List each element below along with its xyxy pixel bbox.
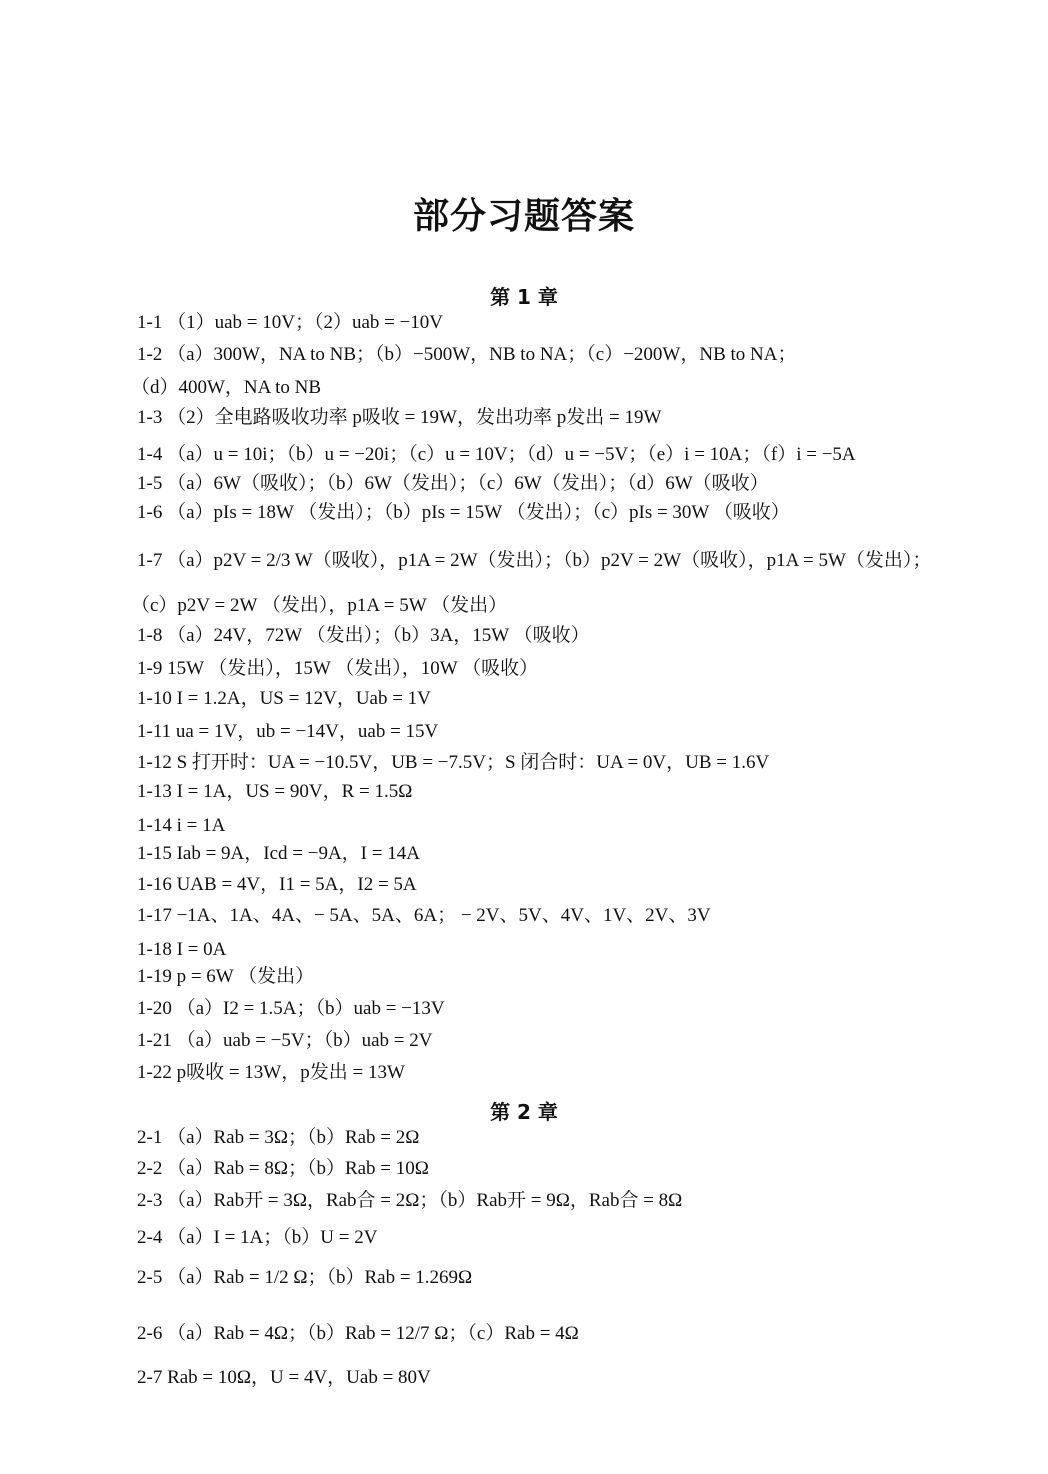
answer-line: 1-19 p = 6W （发出） <box>137 966 315 987</box>
answer-line: 1-20 （a）I2 = 1.5A；（b）uab = −13V <box>137 998 445 1019</box>
answer-line: 1-16 UAB = 4V，I1 = 5A，I2 = 5A <box>137 874 417 895</box>
answer-line: 1-18 I = 0A <box>137 939 227 960</box>
answer-line: 1-7 （a）p2V = 2/3 W（吸收），p1A = 2W（发出）；（b）p2V = 2W（吸收），p1A = 5W（发出）； <box>137 550 932 571</box>
answer-line: 1-21 （a）uab = −5V；（b）uab = 2V <box>137 1030 433 1051</box>
answer-line: 2-1 （a）Rab = 3Ω；（b）Rab = 2Ω <box>137 1127 420 1148</box>
answer-line: 2-7 Rab = 10Ω，U = 4V，Uab = 80V <box>137 1367 431 1388</box>
answer-line: 2-5 （a）Rab = 1/2 Ω；（b）Rab = 1.269Ω <box>137 1267 473 1288</box>
answer-line: 1-14 i = 1A <box>137 815 226 836</box>
answer-line: 1-11 ua = 1V，ub = −14V，uab = 15V <box>137 721 439 742</box>
answer-line: 1-2 （a）300W，NA to NB；（b）−500W，NB to NA；（c）−200W，NB to NA； <box>137 344 797 365</box>
answer-line: 1-5 （a）6W（吸收）；（b）6W（发出）；（c）6W（发出）；（d）6W（吸收） <box>137 473 769 494</box>
answer-line: （d）400W，NA to NB <box>131 377 322 398</box>
answer-line: 1-13 I = 1A，US = 90V，R = 1.5Ω <box>137 781 413 802</box>
answer-line: 2-3 （a）Rab开 = 3Ω，Rab合 = 2Ω；（b）Rab开 = 9Ω，Rab合 = 8Ω <box>137 1190 683 1211</box>
chapter-1-heading: 第 1 章 <box>490 285 558 309</box>
answer-line: 1-6 （a）pIs = 18W （发出）；（b）pIs = 15W （发出）；（c）pIs = 30W （吸收） <box>137 502 790 523</box>
answer-line: 1-17 −1A、1A、4A、− 5A、5A、6A； − 2V、5V、4V、1V、2V、3V <box>137 905 711 926</box>
answer-line: 2-2 （a）Rab = 8Ω；（b）Rab = 10Ω <box>137 1158 429 1179</box>
answer-line: 1-8 （a）24V，72W （发出）；（b）3A，15W （吸收） <box>137 625 590 646</box>
answer-line: 1-10 I = 1.2A，US = 12V，Uab = 1V <box>137 688 431 709</box>
answer-line: 1-3 （2）全电路吸收功率 p吸收 = 19W，发出功率 p发出 = 19W <box>137 407 662 428</box>
answer-line: 1-12 S 打开时：UA = −10.5V，UB = −7.5V；S 闭合时：UA = 0V，UB = 1.6V <box>137 752 770 773</box>
answer-line: 1-4 （a）u = 10i；（b）u = −20i；（c）u = 10V；（d）u = −5V；（e）i = 10A；（f）i = −5A <box>137 444 856 465</box>
answer-line: 1-15 Iab = 9A，Icd = −9A，I = 14A <box>137 843 420 864</box>
page-title: 部分习题答案 <box>412 195 635 237</box>
answer-line: 1-9 15W （发出），15W （发出），10W （吸收） <box>137 658 539 679</box>
answer-line: （c）p2V = 2W （发出），p1A = 5W （发出） <box>131 595 508 616</box>
chapter-2-heading: 第 2 章 <box>490 1100 558 1124</box>
answer-line: 2-4 （a）I = 1A；（b）U = 2V <box>137 1227 378 1248</box>
answer-line: 1-22 p吸收 = 13W，p发出 = 13W <box>137 1062 405 1083</box>
answer-line: 1-1 （1）uab = 10V；（2）uab = −10V <box>137 312 444 333</box>
answer-line: 2-6 （a）Rab = 4Ω；（b）Rab = 12/7 Ω；（c）Rab = 4Ω <box>137 1323 579 1344</box>
